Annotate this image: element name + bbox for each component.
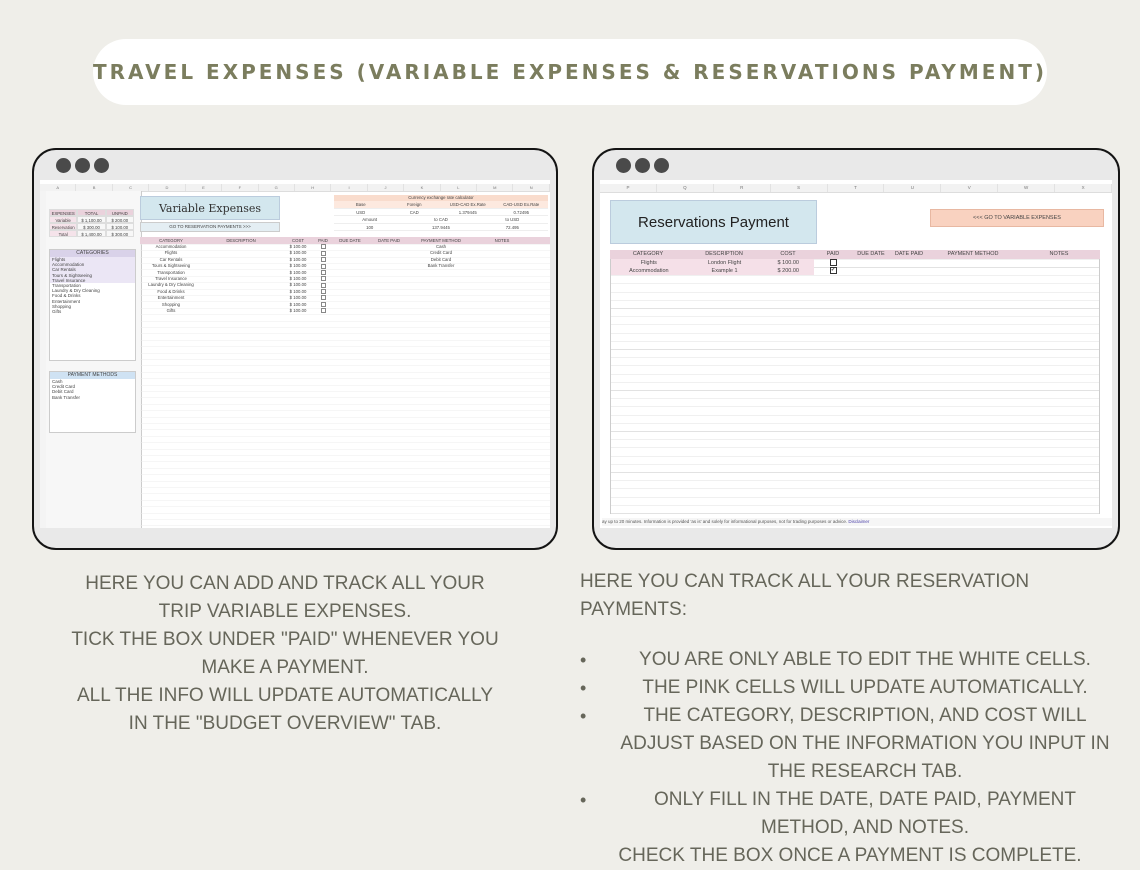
window-dot-icon[interactable] <box>654 158 669 173</box>
column-label: PAID <box>318 238 328 243</box>
description-bullet <box>580 674 1120 702</box>
column-label: PAYMENT METHOD <box>421 238 461 243</box>
column-label: NOTES <box>1049 251 1069 257</box>
category-cell[interactable]: Food & Drinks <box>157 288 185 294</box>
cost-cell: $ 100.00 <box>289 307 307 313</box>
window-dot-icon[interactable] <box>75 158 90 173</box>
amount-input[interactable]: 100 <box>334 224 405 232</box>
reservations-description <box>580 568 1120 870</box>
summary-cell: $ 1,100.00 <box>77 216 105 223</box>
category-item[interactable]: Flights <box>50 257 135 262</box>
column-header[interactable]: K <box>404 184 440 191</box>
description-cell: Example 1 <box>687 267 763 275</box>
foreign-currency-select[interactable]: CAD <box>388 209 442 217</box>
cost-cell: $ 100.00 <box>289 288 307 294</box>
categories-list <box>49 249 136 361</box>
column-header[interactable]: T <box>828 184 885 192</box>
window-dot-icon[interactable] <box>94 158 109 173</box>
page-banner <box>93 39 1047 105</box>
checkbox-icon[interactable] <box>321 270 326 275</box>
checkbox-icon[interactable] <box>830 259 837 266</box>
description-intro: HERE YOU CAN TRACK ALL YOUR RESERVATION PAYMENTS: <box>580 571 1030 620</box>
column-label: DUE DATE <box>339 238 361 243</box>
bullet-text: YOU ARE ONLY ABLE TO EDIT THE WHITE CELLS. <box>639 649 1091 670</box>
column-label: NOTES <box>494 238 510 243</box>
checkbox-icon[interactable] <box>321 251 326 256</box>
summary-cell: $ 1,400.00 <box>77 230 105 237</box>
table-row <box>611 267 1099 275</box>
column-label: DUE DATE <box>857 251 885 257</box>
category-item[interactable]: Accommodation <box>50 262 135 267</box>
left-panel <box>46 191 142 528</box>
column-label: DATE PAID <box>377 238 401 243</box>
fx-row <box>334 224 548 232</box>
fx-cell: to USD <box>477 216 548 224</box>
payment-method-cell[interactable]: Credit Card <box>430 250 452 256</box>
bullet-icon: • <box>580 706 587 726</box>
table-row <box>140 308 550 314</box>
checkbox-icon[interactable] <box>321 289 326 294</box>
column-header[interactable]: P <box>600 184 657 192</box>
cost-cell: $ 100.00 <box>289 250 307 256</box>
summary-cell: Reservation <box>49 223 77 230</box>
column-label: COST <box>780 251 796 257</box>
category-cell[interactable]: Car Rentals <box>159 256 183 262</box>
paid-checkbox[interactable] <box>814 259 852 267</box>
checkbox-icon[interactable] <box>321 264 326 269</box>
window-dot-icon[interactable] <box>56 158 71 173</box>
payment-method-item[interactable]: Cash <box>50 379 135 384</box>
cost-cell: $ 100.00 <box>762 259 814 267</box>
description-line: HERE YOU CAN ADD AND TRACK ALL YOUR <box>85 573 485 594</box>
due-date-cell[interactable] <box>852 259 890 267</box>
variable-expenses-title: Variable Expenses <box>140 196 280 220</box>
payment-methods-title: PAYMENT METHODS <box>50 372 135 379</box>
description-cell: London Flight <box>687 259 763 267</box>
go-to-variable-expenses-button[interactable]: <<< GO TO VARIABLE EXPENSES <box>930 209 1104 227</box>
summary-row <box>49 216 134 223</box>
due-date-cell[interactable] <box>852 267 890 275</box>
column-label: COST <box>292 238 304 243</box>
payment-method-cell[interactable] <box>928 259 1018 267</box>
payment-methods-list <box>49 371 136 433</box>
fx-header-row <box>334 201 548 209</box>
summary-cell: Total <box>49 230 77 237</box>
description-line: TICK THE BOX UNDER "PAID" WHENEVER YOU <box>71 629 499 650</box>
description-closing: CHECK THE BOX ONCE A PAYMENT IS COMPLETE. <box>618 845 1082 866</box>
cost-cell: $ 100.00 <box>289 263 307 269</box>
bullet-icon: • <box>580 650 587 670</box>
currency-calculator-title: Currency exchange rate calculator <box>334 195 548 201</box>
summary-header: EXPENSES <box>49 209 77 216</box>
column-label: DESCRIPTION <box>705 251 743 257</box>
fx-cell: 0.72495 <box>495 209 549 217</box>
category-cell[interactable]: Accommodation <box>155 244 187 249</box>
column-label: CATEGORY <box>632 251 664 257</box>
date-paid-cell[interactable] <box>890 259 928 267</box>
bullet-text: THE CATEGORY, DESCRIPTION, AND COST WILL ADJUST BASED ON THE INFORMATION YOU INPUT IN THE RESEARCH TAB. <box>620 705 1110 782</box>
reservations-payment-window <box>592 148 1120 550</box>
cost-cell: $ 100.00 <box>289 269 307 275</box>
category-cell[interactable]: Travel Insurance <box>155 275 187 281</box>
column-header[interactable]: F <box>222 184 258 191</box>
checkbox-icon[interactable] <box>321 244 326 249</box>
expense-summary-table <box>49 209 134 237</box>
category-cell[interactable]: Tours & Sightseeing <box>151 263 191 269</box>
summary-cell: $ 300.00 <box>106 230 134 237</box>
checkbox-icon[interactable] <box>321 283 326 288</box>
fx-header: Base <box>334 201 388 209</box>
column-header[interactable]: U <box>884 184 941 192</box>
category-cell[interactable]: Entertainment <box>157 295 185 301</box>
fx-row <box>334 209 548 217</box>
expenses-table-header <box>140 237 550 244</box>
payment-method-cell[interactable]: Cash <box>435 244 447 249</box>
category-item[interactable]: Gifts <box>50 309 135 314</box>
bullet-icon: • <box>580 790 587 810</box>
checkbox-icon[interactable] <box>321 308 326 313</box>
fx-cell: 1.379445 <box>441 209 495 217</box>
category-item[interactable]: Food & Drinks <box>50 293 135 298</box>
window-controls <box>616 158 669 173</box>
variable-expenses-window <box>32 148 558 550</box>
column-header[interactable]: W <box>998 184 1055 192</box>
checkbox-icon[interactable] <box>321 302 326 307</box>
payment-method-cell[interactable] <box>408 308 474 314</box>
description-line: TRIP VARIABLE EXPENSES. <box>158 601 412 622</box>
column-header[interactable]: A <box>40 184 76 191</box>
description-bullet <box>580 646 1120 674</box>
bullet-text: THE PINK CELLS WILL UPDATE AUTOMATICALLY. <box>642 677 1088 698</box>
variable-expenses-description <box>55 570 515 738</box>
date-paid-cell[interactable] <box>890 267 928 275</box>
column-header[interactable]: M <box>477 184 513 191</box>
cost-cell: $ 100.00 <box>289 244 307 249</box>
bullet-icon: • <box>580 678 587 698</box>
disclaimer-link[interactable]: Disclaimer <box>848 519 870 524</box>
paid-checkbox[interactable] <box>316 308 330 314</box>
fx-header: CAD-USD Ex.Rate <box>495 201 549 209</box>
summary-header: UNPAID <box>106 209 134 216</box>
column-header[interactable]: S <box>771 184 828 192</box>
cost-cell: $ 100.00 <box>289 301 307 307</box>
column-header[interactable]: B <box>76 184 112 191</box>
go-to-reservations-button[interactable]: GO TO RESERVATION PAYMENTS >>> <box>140 222 280 232</box>
column-header[interactable]: C <box>113 184 149 191</box>
category-item[interactable]: Travel Insurance <box>50 278 135 283</box>
reservations-payment-title: Reservations Payment <box>610 200 817 244</box>
category-item[interactable]: Laundry & Dry Cleaning <box>50 288 135 293</box>
column-header[interactable]: N <box>513 184 549 191</box>
payment-method-item[interactable]: Credit Card <box>50 384 135 389</box>
column-header[interactable]: E <box>186 184 222 191</box>
description-line: IN THE "BUDGET OVERVIEW" TAB. <box>128 713 442 734</box>
notes-cell[interactable] <box>474 308 530 314</box>
column-label: DATE PAID <box>894 251 924 257</box>
fx-row <box>334 216 548 224</box>
paid-checkbox[interactable] <box>814 267 852 275</box>
page-title: TRAVEL EXPENSES (VARIABLE EXPENSES & RESERVATIONS PAYMENT) <box>93 60 1047 84</box>
category-item[interactable]: Shopping <box>50 304 135 309</box>
column-header[interactable]: V <box>941 184 998 192</box>
fx-cell: 72.495 <box>477 224 548 232</box>
cost-cell: $ 100.00 <box>289 275 307 281</box>
notes-cell[interactable] <box>1017 267 1099 275</box>
notes-cell[interactable] <box>1017 259 1099 267</box>
column-label: PAYMENT METHOD <box>947 251 999 257</box>
column-label: DESCRIPTION <box>226 238 256 243</box>
column-header[interactable]: J <box>368 184 404 191</box>
category-item[interactable]: Entertainment <box>50 299 135 304</box>
category-cell[interactable]: Laundry & Dry Cleaning <box>148 282 194 288</box>
category-cell: Flights <box>611 259 687 267</box>
fx-cell: 137.9445 <box>405 224 476 232</box>
window-controls <box>56 158 109 173</box>
column-header[interactable]: H <box>295 184 331 191</box>
checkbox-icon[interactable] <box>321 257 326 262</box>
description-cell[interactable] <box>202 308 280 314</box>
fx-cell: to CAD <box>405 216 476 224</box>
summary-cell: $ 100.00 <box>106 223 134 230</box>
checkbox-icon[interactable] <box>321 295 326 300</box>
description-line: ALL THE INFO WILL UPDATE AUTOMATICALLY <box>77 685 493 706</box>
payment-method-item[interactable]: Bank Transfer <box>50 395 135 400</box>
summary-header-row <box>49 209 134 216</box>
window-dot-icon[interactable] <box>635 158 650 173</box>
category-cell[interactable]: Flights <box>164 250 178 256</box>
column-header[interactable]: G <box>259 184 295 191</box>
summary-row <box>49 230 134 237</box>
description-bullet <box>580 702 1120 786</box>
column-header[interactable]: I <box>331 184 367 191</box>
categories-title: CATEGORIES <box>50 250 135 257</box>
variable-expenses-sheet <box>40 180 550 528</box>
payment-method-item[interactable]: Debit Card <box>50 389 135 394</box>
column-header-bar <box>600 184 1112 193</box>
checkbox-icon[interactable] <box>321 276 326 281</box>
cost-cell: $ 100.00 <box>289 256 307 262</box>
disclaimer-text: ay up to 20 minutes. Information is provided 'as is' and solely for informational purposes, not for trading purposes or advice. <box>602 519 848 524</box>
disclaimer-bar <box>602 518 1112 526</box>
fx-header: Foreign <box>388 201 442 209</box>
column-label: PAID <box>826 251 840 257</box>
reservations-payment-sheet <box>600 180 1112 528</box>
table-row <box>611 259 1099 267</box>
column-header[interactable]: L <box>441 184 477 191</box>
expenses-table-body <box>140 244 550 528</box>
column-header[interactable]: R <box>714 184 771 192</box>
category-item[interactable]: Car Rentals <box>50 267 135 272</box>
description-bullet <box>580 786 1120 842</box>
date-paid-cell[interactable] <box>370 308 408 314</box>
column-label: CATEGORY <box>159 238 183 243</box>
summary-cell: $ 200.00 <box>106 216 134 223</box>
window-dot-icon[interactable] <box>616 158 631 173</box>
summary-cell: $ 300.00 <box>77 223 105 230</box>
due-date-cell[interactable] <box>330 308 370 314</box>
reservations-table-body <box>610 259 1100 514</box>
category-item[interactable]: Tours & Sightseeing <box>50 273 135 278</box>
category-cell[interactable]: Transportation <box>157 269 185 275</box>
column-header[interactable]: D <box>149 184 185 191</box>
cost-cell: $ 200.00 <box>762 267 814 275</box>
summary-row <box>49 223 134 230</box>
column-header[interactable]: X <box>1055 184 1112 192</box>
description-line: MAKE A PAYMENT. <box>201 657 369 678</box>
summary-cell: Variable <box>49 216 77 223</box>
category-item[interactable]: Transportation <box>50 283 135 288</box>
fx-header: USD-CAD Ex.Rate <box>441 201 495 209</box>
cost-cell: $ 100.00 <box>289 282 307 288</box>
category-cell[interactable]: Shopping <box>161 301 181 307</box>
category-cell: Accommodation <box>611 267 687 275</box>
payment-method-cell[interactable]: Bank Transfer <box>427 263 455 269</box>
fx-cell: Amount <box>334 216 405 224</box>
bullet-text: ONLY FILL IN THE DATE, DATE PAID, PAYMENT METHOD, AND NOTES. <box>654 789 1076 838</box>
checkbox-checked-icon[interactable]: ✔ <box>830 267 836 274</box>
column-header[interactable]: Q <box>657 184 714 192</box>
base-currency-select[interactable]: USD <box>334 209 388 217</box>
payment-method-cell[interactable] <box>928 267 1018 275</box>
payment-method-cell[interactable]: Debit Card <box>430 256 452 262</box>
category-cell[interactable]: Gifts <box>166 307 176 313</box>
reservations-table-header <box>610 250 1100 259</box>
currency-calculator <box>334 195 548 231</box>
cost-cell: $ 100.00 <box>289 295 307 301</box>
summary-header: TOTAL <box>77 209 105 216</box>
